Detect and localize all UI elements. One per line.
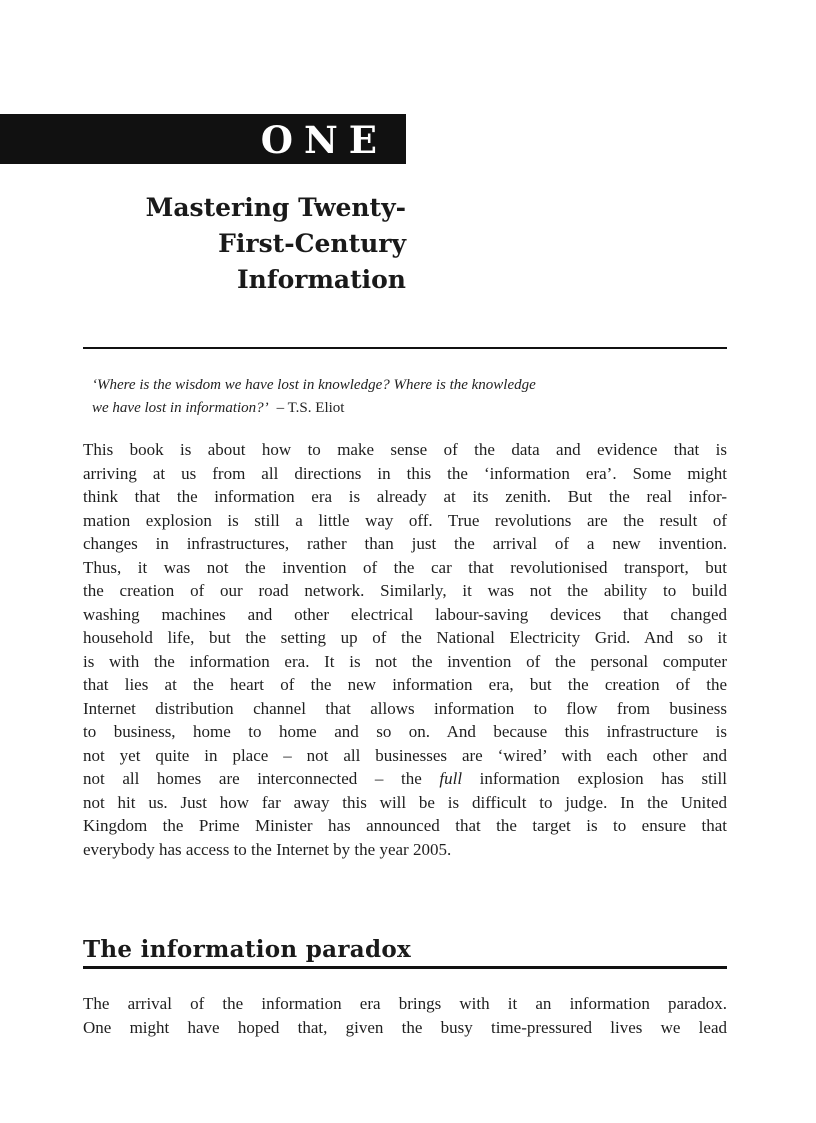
text-line: household life, but the setting up of the National Electricity Grid. And so it bbox=[83, 628, 727, 647]
text-line: that lies at the heart of the new information era, but the creation of the bbox=[83, 675, 727, 694]
text-line: changes in infrastructures, rather than just the arrival of a new invention. bbox=[83, 534, 727, 553]
epigraph-line: we have lost in information?’ bbox=[92, 400, 269, 416]
text-line: the creation of our road network. Similarly, it was not the ability to build bbox=[83, 581, 727, 600]
text-line: not yet quite in place – not all businesses are ‘wired’ with each other and bbox=[83, 745, 727, 765]
chapter-title-line: First-Century bbox=[218, 229, 406, 258]
epigraph bbox=[92, 374, 722, 420]
text-line: is with the information era. It is not the invention of the personal computer bbox=[83, 651, 727, 671]
emphasis-text: full bbox=[439, 769, 463, 788]
chapter-title bbox=[86, 190, 406, 298]
title-divider bbox=[83, 347, 727, 349]
epigraph-line: ‘Where is the wisdom we have lost in knowledge? Where is the knowledge bbox=[92, 377, 536, 393]
text-line: think that the information era is already at its zenith. But the real infor- bbox=[83, 487, 727, 506]
text-line: The arrival of the information era brings with it an information paradox. bbox=[83, 994, 727, 1013]
text-line: arriving at us from all directions in this the ‘information era’. Some might bbox=[83, 463, 727, 483]
section-divider bbox=[83, 966, 727, 969]
text-segment: information explosion has still bbox=[462, 769, 727, 788]
body-paragraph-intro bbox=[83, 438, 727, 861]
chapter-number: ONE bbox=[260, 118, 388, 162]
text-line: mation explosion is still a little way off. True revolutions are the result of bbox=[83, 510, 727, 530]
body-paragraph-paradox bbox=[83, 992, 727, 1039]
text-segment: not all homes are interconnected – the bbox=[83, 769, 440, 788]
chapter-number-banner bbox=[0, 114, 406, 164]
chapter-title-line: Information bbox=[236, 265, 406, 294]
text-line: Internet distribution channel that allows information to flow from business bbox=[83, 698, 727, 718]
text-line: everybody has access to the Internet by the year 2005. bbox=[83, 839, 452, 859]
text-line: Thus, it was not the invention of the car that revolutionised transport, but bbox=[83, 557, 727, 577]
text-line: One might have hoped that, given the busy time-pressured lives we lead bbox=[83, 1017, 727, 1037]
text-line-with-emphasis bbox=[83, 767, 727, 791]
epigraph-attribution: – T.S. Eliot bbox=[276, 400, 345, 416]
section-heading: The information paradox bbox=[83, 936, 412, 963]
text-line: Kingdom the Prime Minister has announced that the target is to ensure that bbox=[83, 816, 727, 835]
text-line: not hit us. Just how far away this will be is difficult to judge. In the United bbox=[83, 792, 727, 812]
text-line: washing machines and other electrical labour-saving devices that changed bbox=[83, 604, 727, 624]
text-line: to business, home to home and so on. And because this infrastructure is bbox=[83, 722, 727, 741]
chapter-title-line: Mastering Twenty- bbox=[145, 193, 406, 222]
text-line: This book is about how to make sense of the data and evidence that is bbox=[83, 440, 727, 459]
